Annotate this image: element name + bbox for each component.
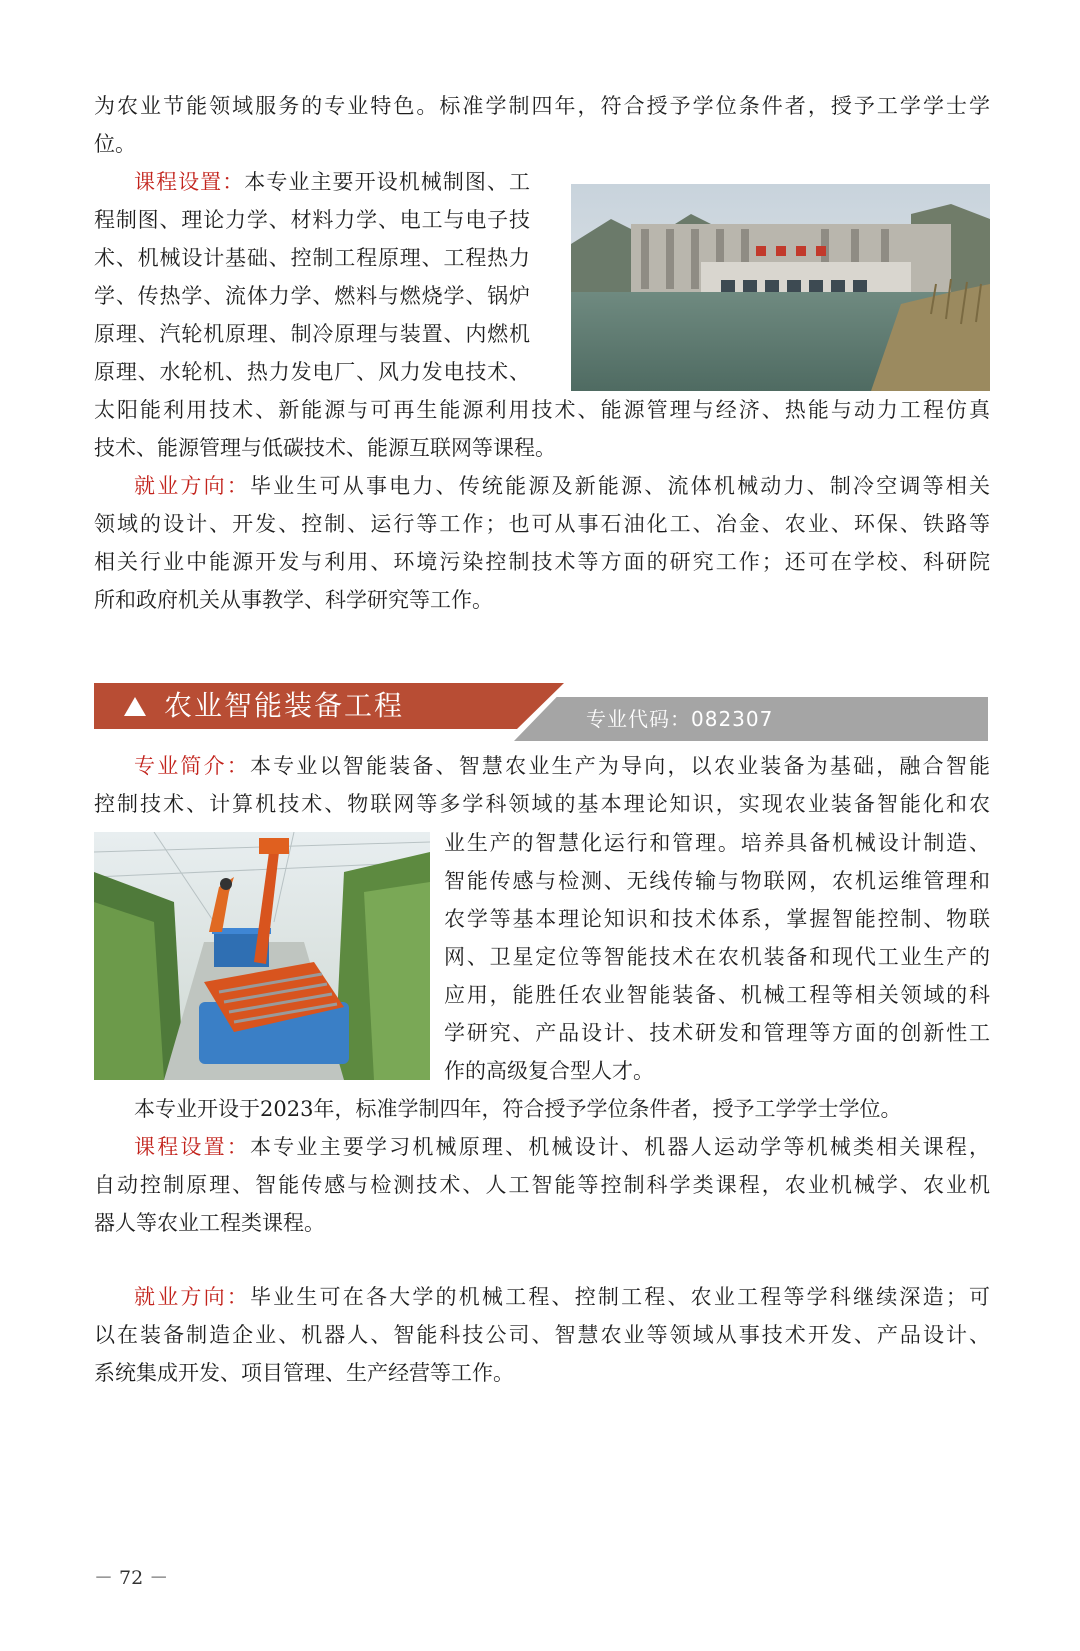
employment-label: 就业方向：	[134, 474, 250, 498]
curriculum-line: 原理、水轮机、热力发电厂、风力发电技术、	[94, 360, 530, 384]
curriculum-line: 学、传热学、流体力学、燃料与燃烧学、锅炉	[94, 284, 530, 308]
intro-label: 专业简介：	[134, 754, 250, 778]
intro-line: 作的高级复合型人才。	[444, 1059, 654, 1083]
employment2-line	[134, 1280, 990, 1314]
curriculum-line: 原理、汽轮机原理、制冷原理与装置、内燃机	[94, 322, 530, 346]
intro-line: 控制技术、计算机技术、物联网等多学科领域的基本理论知识，实现农业装备智能化和农	[94, 792, 990, 816]
intro-line: 智能传感与检测、无线传输与物联网，农机运维管理和	[444, 869, 990, 893]
employment-line: 所和政府机关从事教学、科学研究等工作。	[94, 588, 493, 612]
curriculum-label: 课程设置：	[134, 170, 245, 194]
intro-line	[134, 749, 990, 783]
employment-line: 相关行业中能源开发与利用、环境污染控制技术等方面的研究工作；还可在学校、科研院	[94, 550, 990, 574]
section-title	[124, 683, 404, 729]
section-title-text: 农业智能装备工程	[164, 689, 405, 722]
triangle-icon	[124, 697, 146, 716]
curriculum2-line: 器人等农业工程类课程。	[94, 1211, 325, 1235]
curriculum-line	[134, 165, 530, 199]
intro-line: 应用，能胜任农业智能装备、机械工程等相关领域的科	[444, 983, 990, 1007]
employment2-line: 以在装备制造企业、机器人、智能科技公司、智慧农业等领域从事技术开发、产品设计、	[94, 1323, 990, 1347]
intro-line: 网、卫星定位等智能技术在农机装备和现代工业生产的	[444, 945, 990, 969]
employment-line: 领域的设计、开发、控制、运行等工作；也可从事石油化工、冶金、农业、环保、铁路等	[94, 512, 990, 536]
intro-text: 本专业以智能装备、智慧农业生产为导向，以农业装备为基础，融合智能	[249, 754, 990, 778]
curriculum2-line	[134, 1130, 990, 1164]
curriculum2-line: 自动控制原理、智能传感与检测技术、人工智能等控制科学类课程，农业机械学、农业机	[94, 1173, 990, 1197]
curriculum-line: 术、机械设计基础、控制工程原理、工程热力	[94, 246, 530, 270]
employment2-line: 系统集成开发、项目管理、生产经营等工作。	[94, 1361, 514, 1385]
intro-line: 业生产的智慧化运行和管理。培养具备机械设计制造、	[444, 831, 990, 855]
curriculum2-text: 本专业主要学习机械原理、机械设计、机器人运动学等机械类相关课程，	[249, 1135, 990, 1159]
curriculum-line: 程制图、理论力学、材料力学、电工与电子技	[94, 208, 530, 232]
major-code: 专业代码：082307	[586, 707, 774, 731]
employment2-text: 毕业生可在各大学的机械工程、控制工程、农业工程等学科继续深造；可	[249, 1285, 990, 1309]
greenhouse-robot-photo	[94, 832, 430, 1080]
curriculum-line: 太阳能利用技术、新能源与可再生能源利用技术、能源管理与经济、热能与动力工程仿真	[94, 398, 990, 422]
curriculum-text: 本专业主要开设机械制图、工	[244, 170, 530, 194]
intro-line: 农学等基本理论知识和技术体系，掌握智能控制、物联	[444, 907, 990, 931]
employment2-label: 就业方向：	[134, 1285, 250, 1309]
hydropower-dam-photo	[571, 184, 990, 391]
founded-line: 本专业开设于2023年，标准学制四年，符合授予学位条件者，授予工学学士学位。	[134, 1097, 902, 1121]
page-number: － 72 －	[94, 1567, 169, 1589]
intro-line: 学研究、产品设计、技术研发和管理等方面的创新性工	[444, 1021, 990, 1045]
curriculum2-label: 课程设置：	[134, 1135, 250, 1159]
paragraph-line: 为农业节能领域服务的专业特色。标准学制四年，符合授予学位条件者，授予工学学士学	[94, 94, 990, 118]
employment-text: 毕业生可从事电力、传统能源及新能源、流体机械动力、制冷空调等相关	[249, 474, 990, 498]
employment-line	[134, 469, 990, 503]
curriculum-line: 技术、能源管理与低碳技术、能源互联网等课程。	[94, 436, 556, 460]
paragraph-line: 位。	[94, 132, 136, 156]
